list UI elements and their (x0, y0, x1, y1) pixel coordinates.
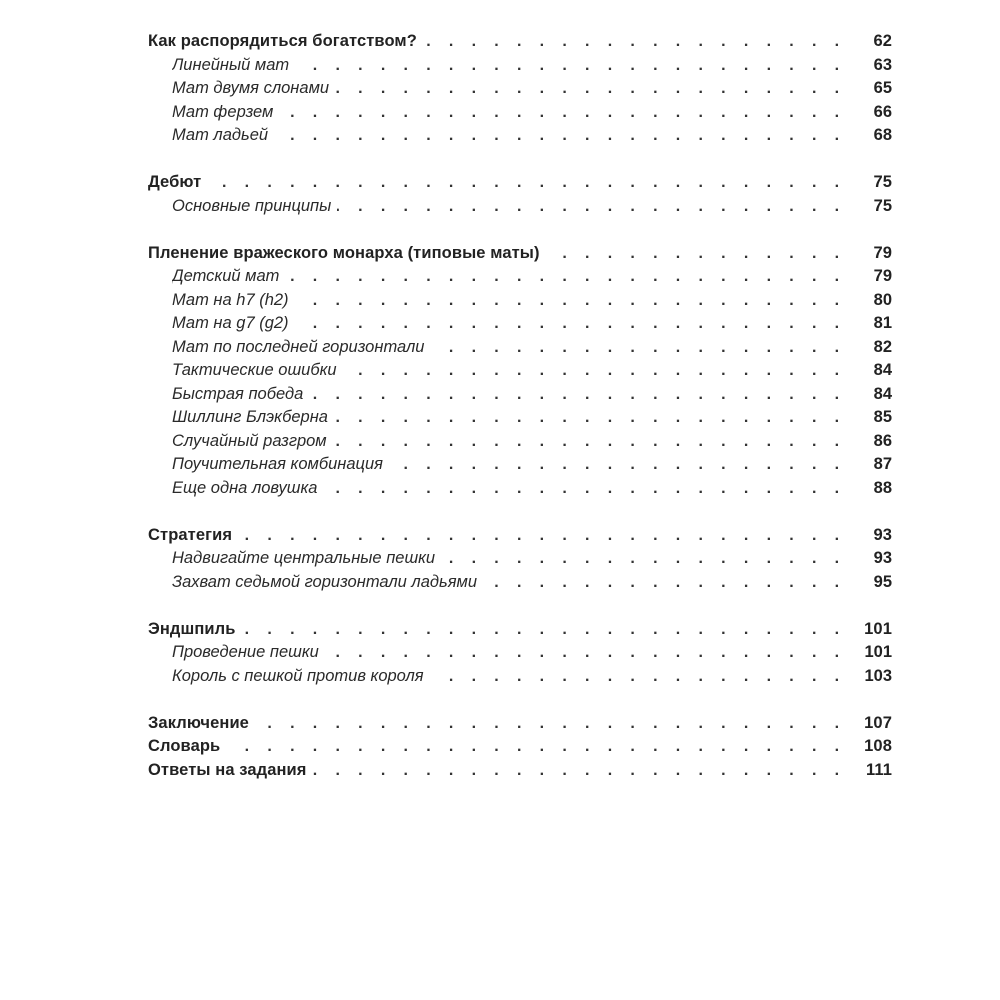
toc-page-number: 84 (873, 384, 892, 403)
toc-entry-title: Детский мат (172, 267, 285, 285)
toc-page-number: 66 (873, 102, 892, 121)
toc-page-number: 88 (873, 478, 892, 497)
toc-section-title: Как распорядиться богатством? (148, 32, 423, 50)
toc-section-row[interactable] (148, 242, 892, 266)
toc-page-number: 80 (873, 290, 892, 309)
toc-entry-row[interactable] (148, 453, 892, 477)
toc-entry-row[interactable] (148, 195, 892, 219)
dot-leader (148, 735, 846, 759)
toc-entry-title: Проведение пешки (172, 643, 325, 661)
toc-entry-title: Быстрая победа (172, 385, 309, 403)
toc-section-row[interactable] (148, 30, 892, 54)
toc-section-row[interactable] (148, 524, 892, 548)
toc-section-title: Словарь (148, 737, 226, 755)
toc-entry-row[interactable] (148, 430, 892, 454)
toc-section-title: Стратегия (148, 526, 238, 544)
toc-entry-row[interactable] (148, 665, 892, 689)
toc-page-number: 81 (873, 314, 892, 332)
toc-entry-title: Основные принципы (172, 197, 337, 215)
toc-section-row[interactable] (148, 171, 892, 195)
toc-page-number: 101 (864, 619, 892, 638)
toc-entry-title: Мат двумя слонами (172, 79, 335, 97)
toc-section-row[interactable] (148, 759, 892, 783)
toc-entry-title: Мат по последней горизонтали (172, 338, 430, 356)
dot-leader (148, 171, 846, 195)
table-of-contents (148, 30, 892, 782)
toc-section-title: Дебют (148, 173, 207, 191)
toc-page-number: 65 (873, 79, 892, 97)
toc-entry-row[interactable] (148, 101, 892, 125)
toc-entry-title: Захват седьмой горизонтали ладьями (172, 573, 483, 591)
toc-page-number: 84 (873, 361, 892, 379)
toc-entry-title: Мат ферзем (172, 103, 279, 121)
toc-entry-row[interactable] (148, 289, 892, 313)
toc-entry-title: Король с пешкой против короля (172, 667, 430, 685)
toc-page-number: 111 (865, 760, 892, 779)
toc-page-number: 93 (873, 549, 892, 567)
toc-entry-row[interactable] (148, 77, 892, 101)
toc-section-title: Пленение вражеского монарха (типовые маты) (148, 244, 546, 262)
toc-entry-row[interactable] (148, 336, 892, 360)
toc-entry-title: Случайный разгром (172, 432, 333, 450)
toc-page-number: 93 (873, 525, 892, 544)
toc-entry-row[interactable] (148, 383, 892, 407)
toc-page-number: 107 (864, 713, 892, 732)
toc-entry-row[interactable] (148, 54, 892, 78)
toc-entry-row[interactable] (148, 641, 892, 665)
toc-entry-row[interactable] (148, 571, 892, 595)
toc-page-number: 86 (873, 431, 892, 450)
toc-entry-title: Линейный мат (172, 56, 295, 74)
toc-page-number: 79 (873, 243, 892, 262)
toc-entry-title: Надвигайте центральные пешки (172, 549, 441, 567)
toc-entry-title: Тактические ошибки (172, 361, 343, 379)
toc-section-title: Эндшпиль (148, 620, 241, 638)
toc-page-number: 79 (873, 267, 892, 285)
toc-page-number: 82 (873, 337, 892, 356)
toc-entry-title: Еще одна ловушка (172, 479, 323, 497)
toc-page-number: 63 (873, 55, 892, 74)
toc-entry-title: Мат на h7 (h2) (172, 291, 295, 309)
toc-entry-row[interactable] (148, 477, 892, 501)
toc-entry-title: Поучительная комбинация (172, 455, 389, 473)
toc-section-row[interactable] (148, 735, 892, 759)
toc-page-number: 75 (873, 196, 892, 215)
toc-page-number: 108 (864, 737, 892, 755)
toc-page-number: 87 (873, 455, 892, 473)
toc-entry-row[interactable] (148, 547, 892, 571)
toc-entry-row[interactable] (148, 359, 892, 383)
toc-entry-title: Мат ладьей (172, 126, 274, 144)
toc-page-number: 103 (864, 666, 892, 685)
toc-section-row[interactable] (148, 618, 892, 642)
toc-entry-row[interactable] (148, 265, 892, 289)
toc-entry-title: Шиллинг Блэкберна (172, 408, 334, 426)
toc-entry-row[interactable] (148, 312, 892, 336)
toc-section-title: Ответы на задания (148, 761, 313, 779)
toc-section-row[interactable] (148, 712, 892, 736)
toc-entry-row[interactable] (148, 406, 892, 430)
toc-page-number: 85 (873, 408, 892, 426)
toc-section-title: Заключение (148, 714, 255, 732)
dot-leader (148, 524, 846, 548)
toc-page-number: 95 (873, 572, 892, 591)
dot-leader (148, 618, 846, 642)
toc-page-number: 68 (873, 126, 892, 144)
toc-page-number: 62 (873, 32, 892, 50)
toc-page-number: 101 (864, 643, 892, 661)
toc-entry-title: Мат на g7 (g2) (172, 314, 295, 332)
toc-page-number: 75 (873, 173, 892, 191)
toc-entry-row[interactable] (148, 124, 892, 148)
